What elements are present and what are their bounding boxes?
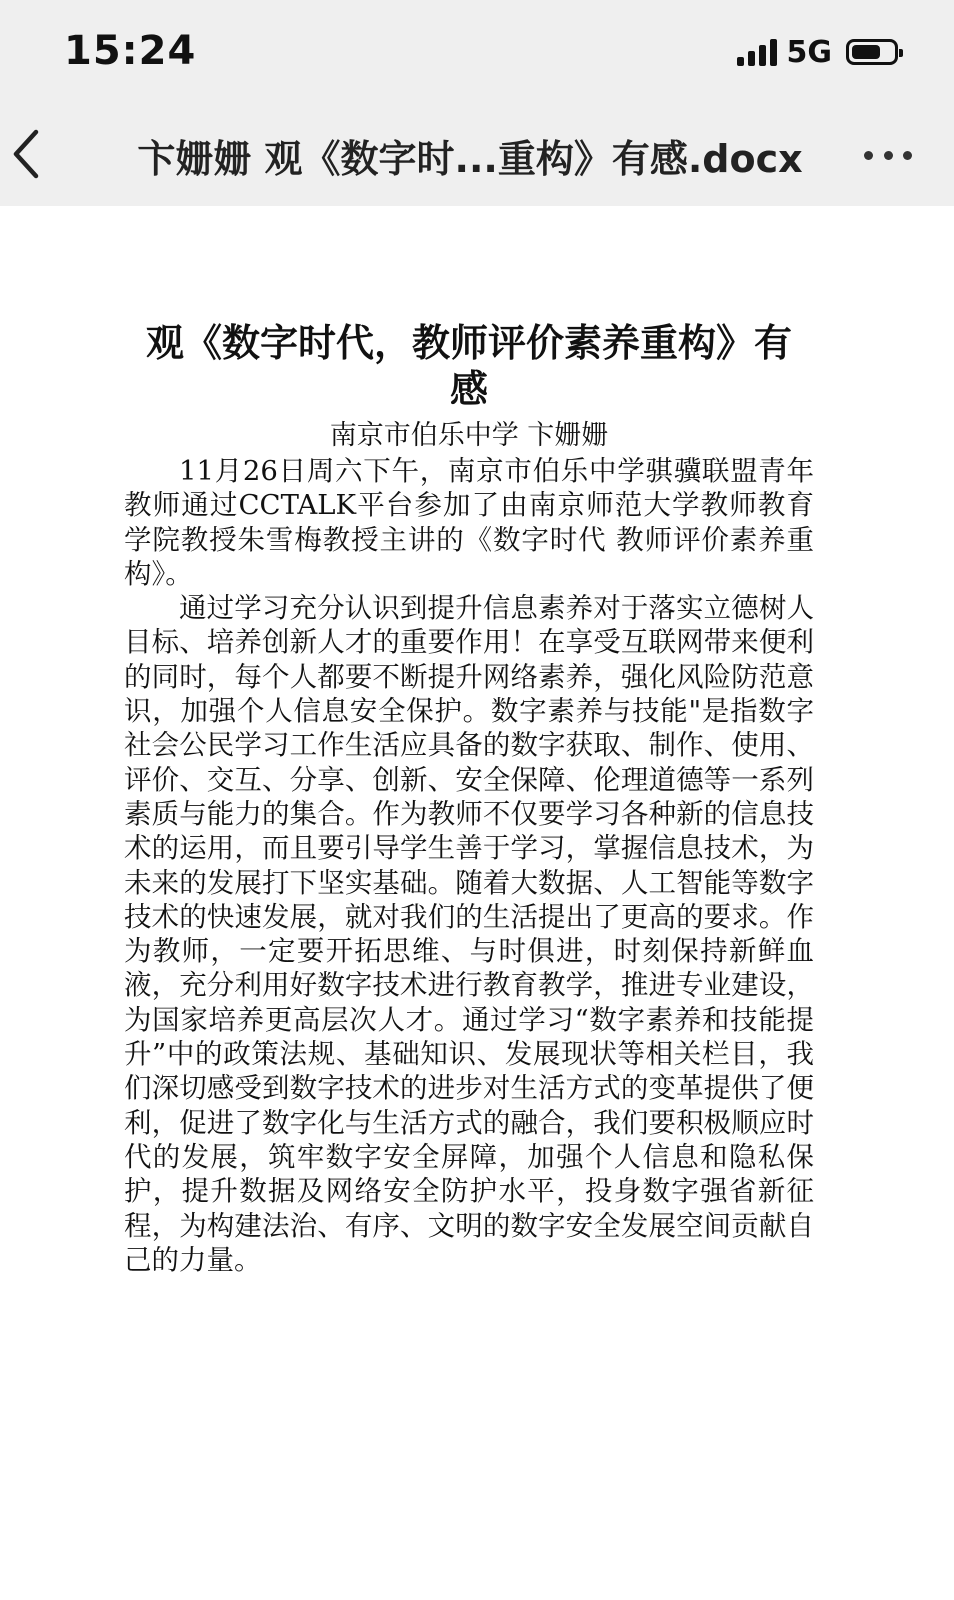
status-time: 15:24 <box>64 28 197 74</box>
chevron-left-icon <box>6 126 54 182</box>
back-button[interactable] <box>6 126 54 182</box>
battery-tip <box>899 49 903 57</box>
network-type: 5G <box>786 34 832 70</box>
document-author: 南京市伯乐中学 卞姗姗 <box>329 420 609 451</box>
document-title: 观《数字时代，教师评价素养重构》有感 <box>145 321 792 411</box>
document-body <box>124 320 814 1277</box>
document-filename: 卞姗姗 观《数字时...重构》有感.docx <box>137 137 803 181</box>
signal-icon <box>737 38 777 66</box>
ellipsis-icon-dot <box>903 151 912 160</box>
document-paragraph: 11月26日周六下午，南京市伯乐中学骐骥联盟青年教师通过CCTALK平台参加了由南京师范大学教师教育学院教授朱雪梅教授主讲的《数字时代 教师评价素养重构》。 <box>124 455 814 590</box>
more-options-button[interactable] <box>864 140 912 170</box>
battery-level <box>852 45 880 59</box>
top-bar <box>0 0 954 206</box>
ellipsis-icon-dot <box>884 151 893 160</box>
ellipsis-icon-dot <box>864 151 873 160</box>
status-indicators <box>737 32 899 72</box>
battery-icon <box>846 39 898 65</box>
document-paragraph: 通过学习充分认识到提升信息素养对于落实立德树人目标、培养创新人才的重要作用！在享受互联网带来便利的同时，每个人都要不断提升网络素养，强化风险防范意识，加强个人信息安全保护。数字素养与技能"是指数字社会公民学习工作生活应具备的数字获取、制作、使用、评价、交互、分享、创新、安全保障、伦理道德等一系列素质与能力的集合。作为教师不仅要学习各种新的信息技术的运用，而且要引导学生善于学习，掌握信息技术，为未来的发展打下坚实基础。随着大数据、人工智能等数字技术的快速发展，就对我们的生活提出了更高的要求。作为教师，一定要开拓思维、与时俱进，时刻保持新鲜血液，充分利用好数字技术进行教育教学，推进专业建设，为国家培养更高层次人才。通过学习“数字素养和技能提升”中的政策法规、基础知识、发展现状等相关栏目，我们深切感受到数字技术的进步对生活方式的变革提供了便利，促进了数字化与生活方式的融合，我们要积极顺应时代的发展，筑牢数字安全屏障，加强个人信息和隐私保护，提升数据及网络安全防护水平，投身数字强省新征程，为构建法治、有序、文明的数字安全发展空间贡献自己的力量。 <box>124 592 814 1276</box>
